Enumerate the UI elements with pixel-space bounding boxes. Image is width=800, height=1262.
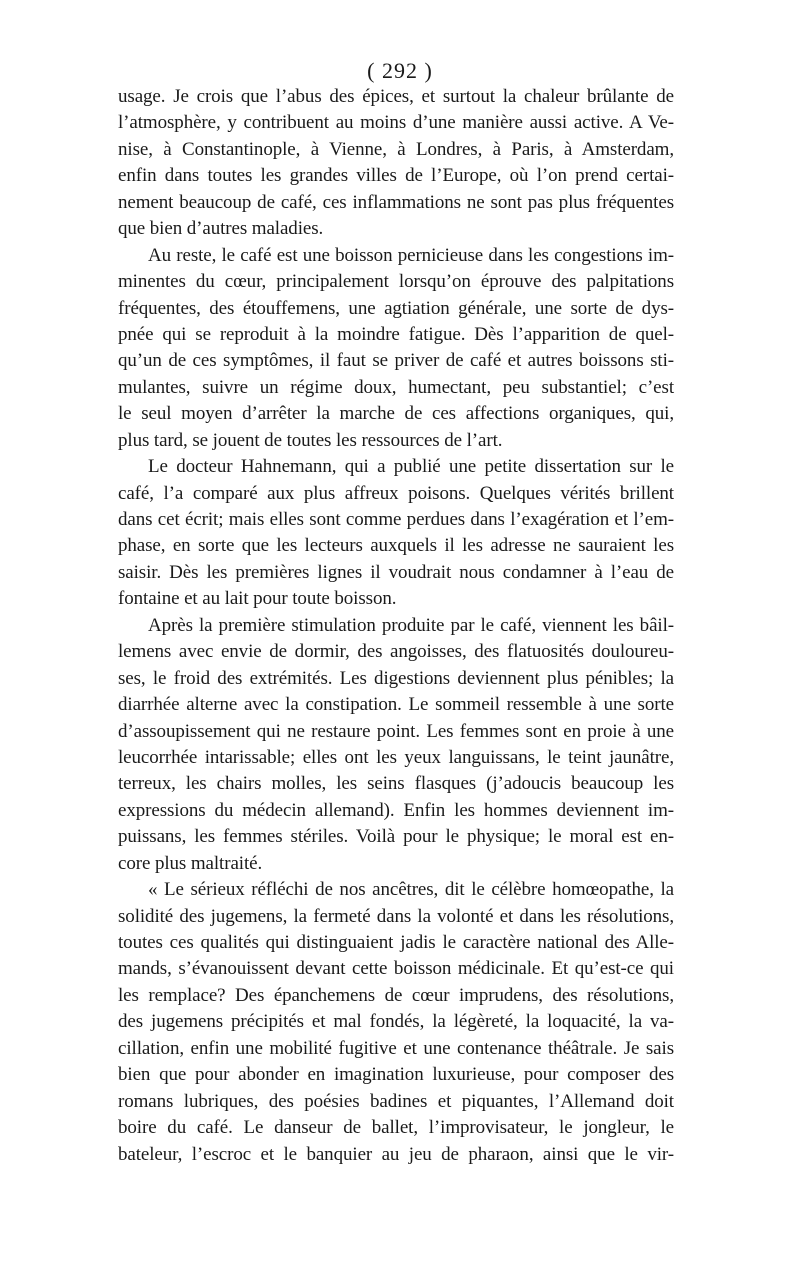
text-line: Après la première stimulation produite par le café, viennent les bâil- xyxy=(148,614,674,636)
text-line: expressions du médecin allemand). Enfin les hommes deviennent im- xyxy=(118,799,674,821)
paragraph-2 xyxy=(118,243,674,455)
text-line: solidité des jugemens, la fermeté dans la volonté et dans les résolutions, xyxy=(118,905,674,927)
text-line: fontaine et au lait pour toute boisson. xyxy=(118,588,397,610)
text-line: terreux, les chairs molles, les seins flasques (j’adoucis beaucoup les xyxy=(118,773,674,795)
text-line: « Le sérieux réfléchi de nos ancêtres, dit le célèbre homœopathe, la xyxy=(148,879,674,901)
text-line: nement beaucoup de café, ces inflammations ne sont pas plus fréquentes xyxy=(118,191,674,213)
text-line: bien que pour abonder en imagination luxurieuse, pour composer des xyxy=(118,1064,674,1086)
text-line: phase, en sorte que les lecteurs auxquels il les adresse ne sauraient les xyxy=(118,535,674,557)
text-line: usage. Je crois que l’abus des épices, et surtout la chaleur brûlante de xyxy=(118,86,674,107)
text-line: fréquentes, des étouffemens, une agtiation générale, une sorte de dys- xyxy=(118,297,674,319)
text-line: ses, le froid des extrémités. Les digestions deviennent plus pénibles; la xyxy=(118,667,674,689)
text-line: l’atmosphère, y contribuent au moins d’une manière aussi active. A Ve- xyxy=(118,112,674,134)
text-line: qu’un de ces symptômes, il faut se priver de café et autres boissons sti- xyxy=(118,350,674,372)
paragraph-5 xyxy=(118,877,674,1168)
text-line: boire du café. Le danseur de ballet, l’improvisateur, le jongleur, le xyxy=(118,1117,674,1139)
text-line: des jugemens précipités et mal fondés, la légèreté, la loquacité, la va- xyxy=(118,1011,674,1033)
text-line: core plus maltraité. xyxy=(118,852,263,874)
body-text xyxy=(118,84,674,1168)
text-line: plus tard, se jouent de toutes les ressources de l’art. xyxy=(118,429,503,451)
text-line: d’assoupissement qui ne restaure point. Les femmes sont en proie à une xyxy=(118,720,674,742)
text-line: dans cet écrit; mais elles sont comme perdues dans l’exagération et l’em- xyxy=(118,509,674,530)
text-line: pnée qui se reproduit à la moindre fatigue. Dès l’apparition de quel- xyxy=(118,323,674,345)
text-line: mulantes, suivre un régime doux, humectant, peu substantiel; c’est xyxy=(118,376,674,398)
page-number: ( 292 ) xyxy=(367,58,433,83)
text-line: cillation, enfin une mobilité fugitive et une contenance théâtrale. Je sais xyxy=(118,1037,674,1059)
text-line: le seul moyen d’arrêter la marche de ces affections organiques, qui, xyxy=(118,403,674,425)
text-line: mands, s’évanouissent devant cette boisson médicinale. Et qu’est-ce qui xyxy=(118,958,674,980)
text-line: minentes du cœur, principalement lorsqu’on éprouve des palpitations xyxy=(118,271,674,293)
text-line: enfin dans toutes les grandes villes de l’Europe, où l’on prend certai- xyxy=(118,165,674,187)
text-line: leucorrhée intarissable; elles ont les yeux languissans, le teint jaunâtre, xyxy=(118,746,674,768)
text-line: nise, à Constantinople, à Vienne, à Londres, à Paris, à Amsterdam, xyxy=(118,138,674,160)
paragraph-4 xyxy=(118,613,674,877)
text-line: toutes ces qualités qui distinguaient jadis le caractère national des Alle- xyxy=(118,932,674,953)
paragraph-3 xyxy=(118,454,674,613)
text-line: romans lubriques, des poésies badines et piquantes, l’Allemand doit xyxy=(118,1090,674,1112)
text-line: que bien d’autres maladies. xyxy=(118,218,324,240)
text-line: puissans, les femmes stériles. Voilà pour le physique; le moral est en- xyxy=(118,826,674,848)
text-line: les remplace? Des épanchemens de cœur imprudens, des résolutions, xyxy=(118,984,674,1006)
text-line: diarrhée alterne avec la constipation. Le sommeil ressemble à une sorte xyxy=(118,694,674,716)
text-line: saisir. Dès les premières lignes il voudrait nous condamner à l’eau de xyxy=(118,561,674,583)
text-line: Le docteur Hahnemann, qui a publié une petite dissertation sur le xyxy=(148,456,674,478)
text-line: lemens avec envie de dormir, des angoisses, des flatuosités douloureu- xyxy=(118,641,674,663)
text-line: Au reste, le café est une boisson pernicieuse dans les congestions im- xyxy=(148,244,674,266)
text-line: café, l’a comparé aux plus affreux poisons. Quelques vérités brillent xyxy=(118,482,674,504)
text-line: bateleur, l’escroc et le banquier au jeu de pharaon, ainsi que le vir- xyxy=(118,1143,674,1165)
paragraph-1 xyxy=(118,84,674,243)
